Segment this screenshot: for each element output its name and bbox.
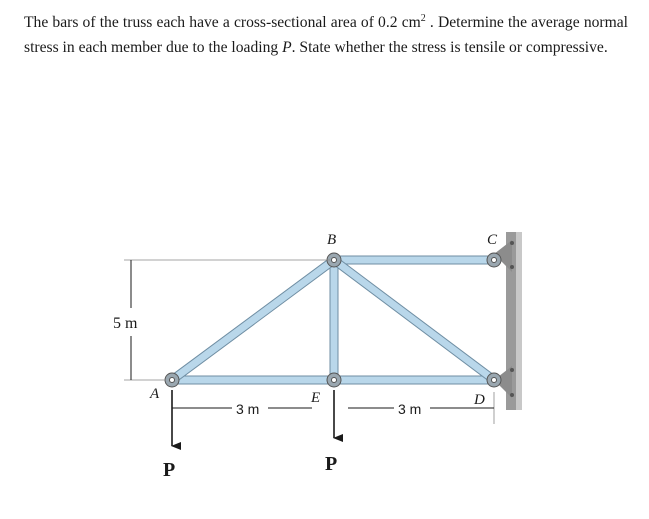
height-dimension-label: 5 m [113, 315, 138, 332]
member-be [330, 260, 338, 380]
member-ab [170, 257, 337, 383]
load-symbol: P [282, 39, 292, 56]
span-right-label: 3 m [398, 401, 422, 417]
joint-label-d: D [474, 392, 485, 408]
wall-edge [516, 232, 522, 410]
member-bc [334, 256, 494, 264]
joint-a [165, 373, 179, 387]
bolt-icon [510, 393, 514, 397]
bolt-icon [510, 368, 514, 372]
joint-e [327, 373, 341, 387]
joint-c [487, 253, 501, 267]
bolt-icon [510, 265, 514, 269]
joint-label-c: C [487, 232, 498, 248]
height-dimension [124, 260, 330, 380]
bolt-icon [510, 241, 514, 245]
joint-label-a: A [150, 386, 160, 402]
span-dimension [172, 392, 494, 424]
problem-text-part3: . State whether the stress is tensile or compressive. [291, 39, 608, 56]
span-left-label: 3 m [236, 401, 260, 417]
problem-text-part2: . Determine the average normal stress in each member due to the loading [24, 14, 628, 56]
load-label-middle: P [325, 453, 338, 475]
area-unit-exponent: 2 [420, 12, 426, 24]
problem-text-part1: The bars of the truss each have a cross-sectional area of 0.2 cm [24, 14, 421, 31]
member-bd [331, 257, 496, 383]
load-label-left: P [163, 459, 176, 481]
joint-label-e: E [311, 390, 321, 406]
truss-members [170, 256, 497, 384]
joint-d [487, 373, 501, 387]
member-ae [172, 376, 334, 384]
joint-label-b: B [327, 232, 337, 248]
member-ed [334, 376, 494, 384]
